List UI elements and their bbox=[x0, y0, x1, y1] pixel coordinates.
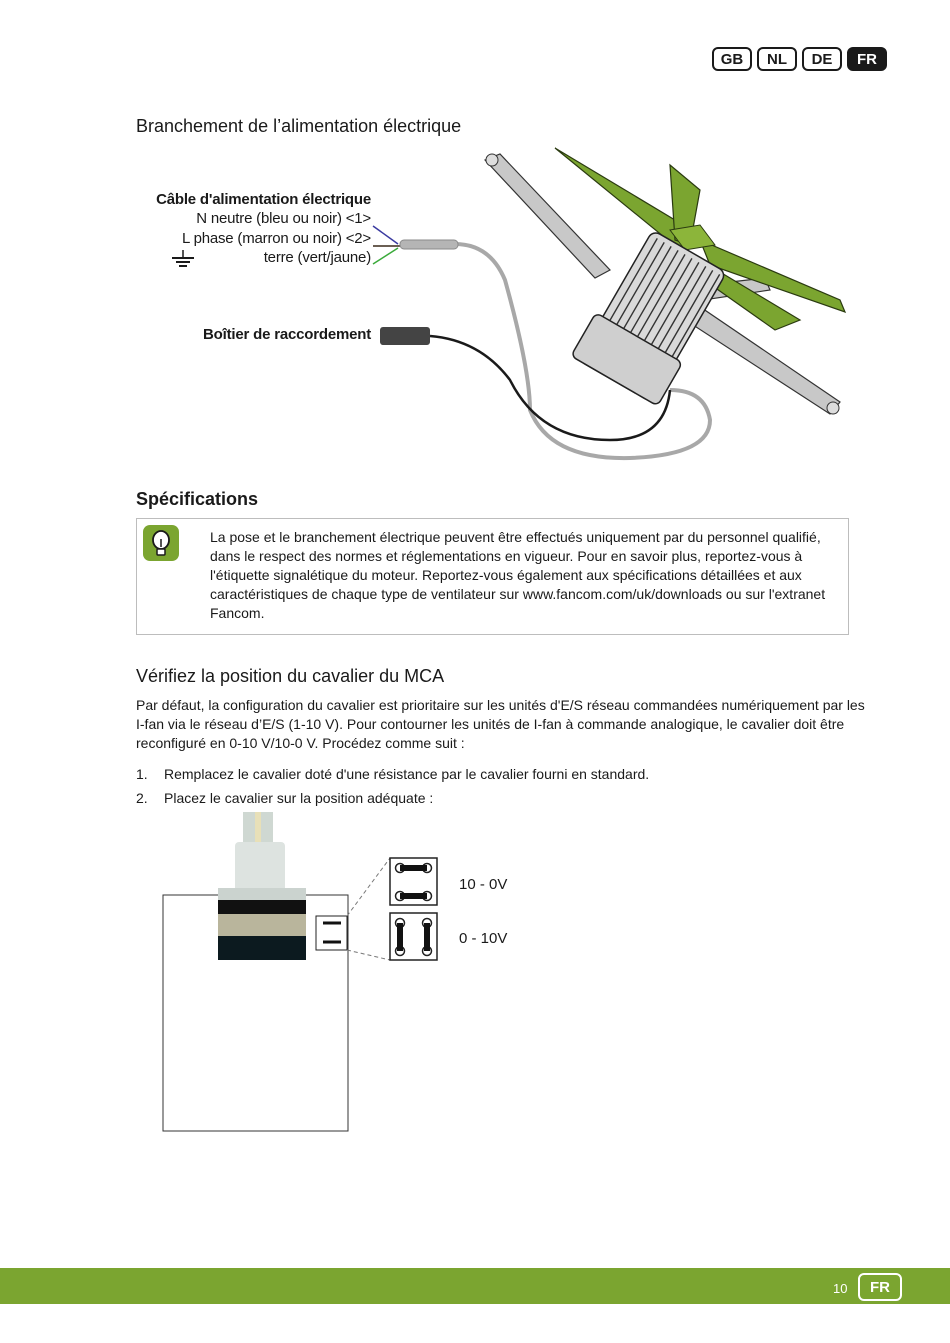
earth-wire bbox=[373, 248, 398, 264]
jumper-section-title: Vérifiez la position du cavalier du MCA bbox=[136, 666, 445, 686]
jumper-diagram bbox=[160, 810, 460, 1135]
specs-section-title: Spécifications bbox=[136, 489, 259, 509]
jumper-paragraph: Par défaut, la configuration du cavalier est prioritaire sur les unités d'E/S réseau commandées numériquement par les I-fan via le réseau d’E/S (1-10 V). Pour contourner les unités de I-fan à commande analogique, le cavalier doit être reconfiguré en 0-10 V/10-0 V. Procédez comme suit : bbox=[136, 697, 865, 751]
list-item bbox=[136, 762, 866, 786]
specs-note-box bbox=[136, 518, 849, 635]
language-tabs bbox=[712, 47, 887, 71]
specs-text: La pose et le branchement électrique peuvent être effectués uniquement par du personnel qualifié, dans le respect des normes et réglementations en vigueur. Pour en savoir plus, reportez-vous à l'étiquette signalétique du moteur. Reportez-vous également aux spécifications détaillées et aux caractéristiques de chaque type de ventilateur sur www.fancom.com/uk/downloads ou sur l'extranet Fancom. bbox=[210, 529, 826, 621]
jumper-position-10-0v bbox=[390, 858, 437, 905]
lang-tab-fr[interactable]: FR bbox=[847, 47, 887, 71]
option-0-10v-label: 0 - 10V bbox=[459, 930, 508, 947]
board-jumper bbox=[316, 916, 347, 950]
page-number: 10 bbox=[833, 1281, 848, 1296]
jumper-position-0-10v bbox=[390, 913, 437, 960]
junction-box bbox=[380, 327, 430, 345]
neutral-label: N neutre (bleu ou noir) <1> bbox=[196, 210, 371, 227]
step-number: 2. bbox=[136, 790, 148, 806]
option-10-0v-label: 10 - 0V bbox=[459, 876, 508, 893]
earth-label: terre (vert/jaune) bbox=[263, 249, 371, 266]
cable-label: Câble d'alimentation électrique bbox=[156, 191, 371, 208]
ground-icon bbox=[168, 248, 198, 270]
step-text: Placez le cavalier sur la position adéquate : bbox=[164, 790, 434, 806]
cable-gland bbox=[235, 842, 285, 892]
connector-block bbox=[218, 936, 306, 960]
neutral-wire bbox=[373, 226, 398, 244]
fan-wiring-diagram bbox=[370, 140, 870, 470]
list-item bbox=[136, 786, 866, 810]
steps-list bbox=[136, 762, 866, 810]
power-section-title: Branchement de l’alimentation électrique bbox=[136, 116, 462, 136]
phase-label: L phase (marron ou noir) <2> bbox=[182, 230, 371, 247]
footer-lang-tab[interactable]: FR bbox=[858, 1273, 902, 1301]
step-text: Remplacez le cavalier doté d'une résistance par le cavalier fourni en standard. bbox=[164, 766, 650, 782]
footer-bar bbox=[0, 1268, 950, 1304]
junction-box-label: Boîtier de raccordement bbox=[203, 326, 371, 343]
lightbulb-icon bbox=[143, 525, 179, 561]
lang-tab-nl[interactable]: NL bbox=[757, 47, 797, 71]
step-number: 1. bbox=[136, 766, 148, 782]
lang-tab-de[interactable]: DE bbox=[802, 47, 842, 71]
lang-tab-gb[interactable]: GB bbox=[712, 47, 752, 71]
